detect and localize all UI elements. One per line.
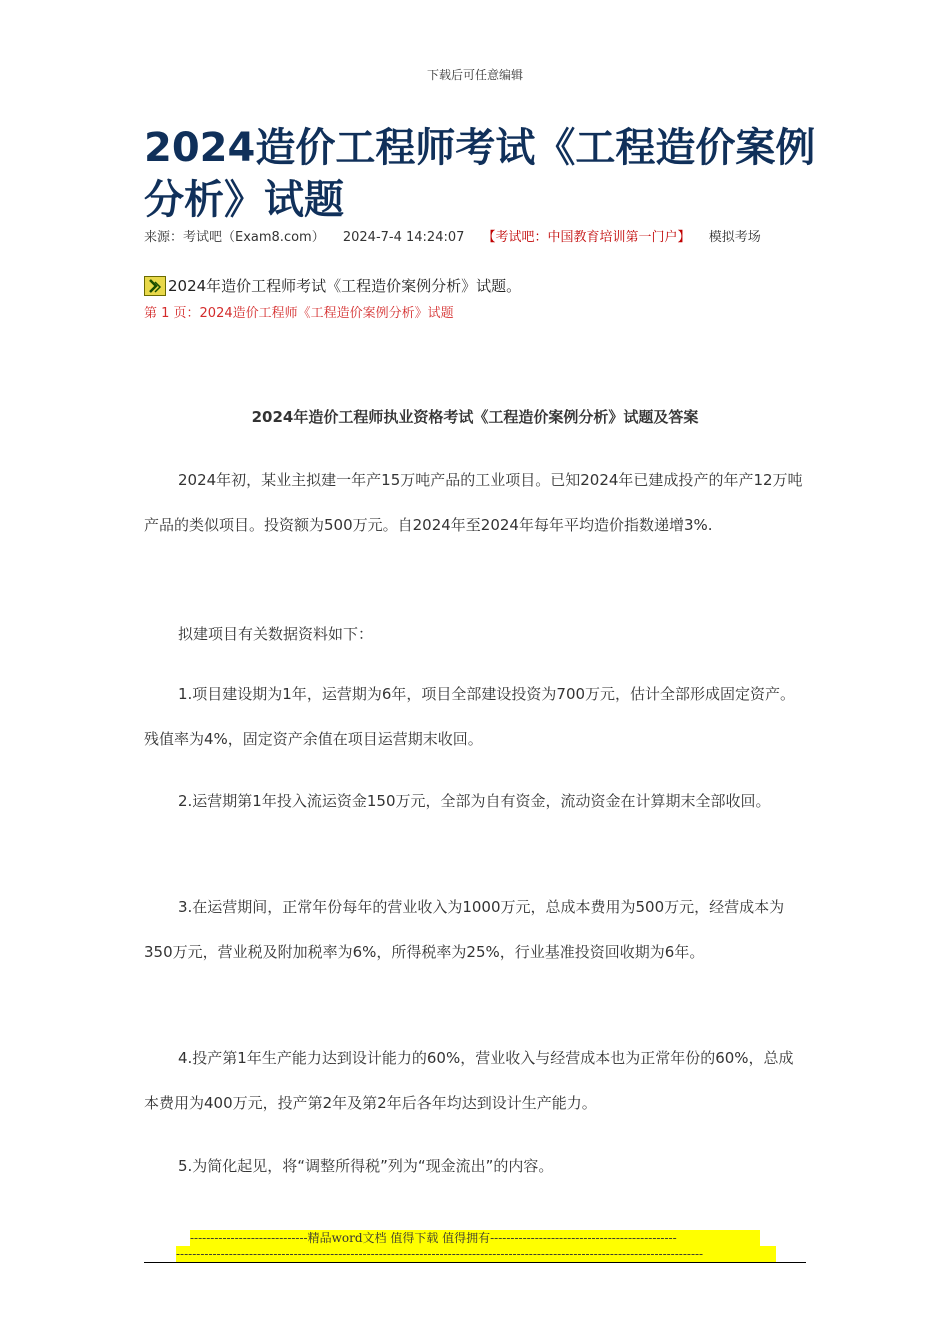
footer-rule	[144, 1262, 806, 1263]
paragraph-5: 3.在运营期间，正常年份每年的营业收入为1000万元，总成本费用为500万元，经营成本为350万元，营业税及附加税率为6%，所得税率为25%，行业基准投资回收期为6年。	[144, 898, 785, 961]
meta-extra-link[interactable]: 模拟考场	[708, 230, 761, 245]
meta-source: 来源：考试吧（Exam8.com）	[144, 230, 325, 245]
paragraph-4: 2.运营期第1年投入流运资金150万元，全部为自有资金，流动资金在计算期末全部收回。	[178, 792, 771, 810]
paragraph-1: 2024年初，某业主拟建一年产15万吨产品的工业项目。已知2024年已建成投产的年产12万吨产品的类似项目。投资额为500万元。自2024年至2024年每年平均造价指数递增3%.	[144, 471, 803, 534]
meta-datetime: 2024-7-4 14:24:07	[342, 230, 465, 245]
meta-tagline[interactable]: 【考试吧：中国教育培训第一门户】	[482, 230, 691, 245]
paragraph-2: 拟建项目有关数据资料如下：	[178, 625, 374, 643]
document-arrow-icon	[144, 276, 166, 296]
page-1-link[interactable]: 第 1 页：2024造价工程师《工程造价案例分析》试题	[144, 306, 454, 321]
footer-dashes: ----------------------------------------------------------------------------------------------------------------------------------	[176, 1246, 776, 1262]
paragraph-7: 5.为简化起见，将“调整所得税”列为“现金流出”的内容。	[178, 1157, 554, 1175]
footer-banner: -----------------------------精品word文档 值得下载 值得拥有----------------------------------------------	[190, 1230, 760, 1246]
article-title: 2024造价工程师考试《工程造价案例分析》试题	[144, 125, 816, 223]
intro-text: 2024年造价工程师考试《工程造价案例分析》试题。	[168, 277, 522, 295]
article-meta	[144, 227, 804, 249]
header-note: 下载后可任意编辑	[426, 68, 523, 82]
section-heading: 2024年造价工程师执业资格考试《工程造价案例分析》试题及答案	[251, 408, 699, 426]
paragraph-3: 1.项目建设期为1年，运营期为6年，项目全部建设投资为700万元，估计全部形成固定资产。残值率为4%，固定资产余值在项目运营期末收回。	[144, 685, 796, 748]
paragraph-6: 4.投产第1年生产能力达到设计能力的60%，营业收入与经营成本也为正常年份的60%，总成本费用为400万元，投产第2年及第2年后各年均达到设计生产能力。	[144, 1049, 794, 1112]
intro-line	[144, 274, 804, 298]
